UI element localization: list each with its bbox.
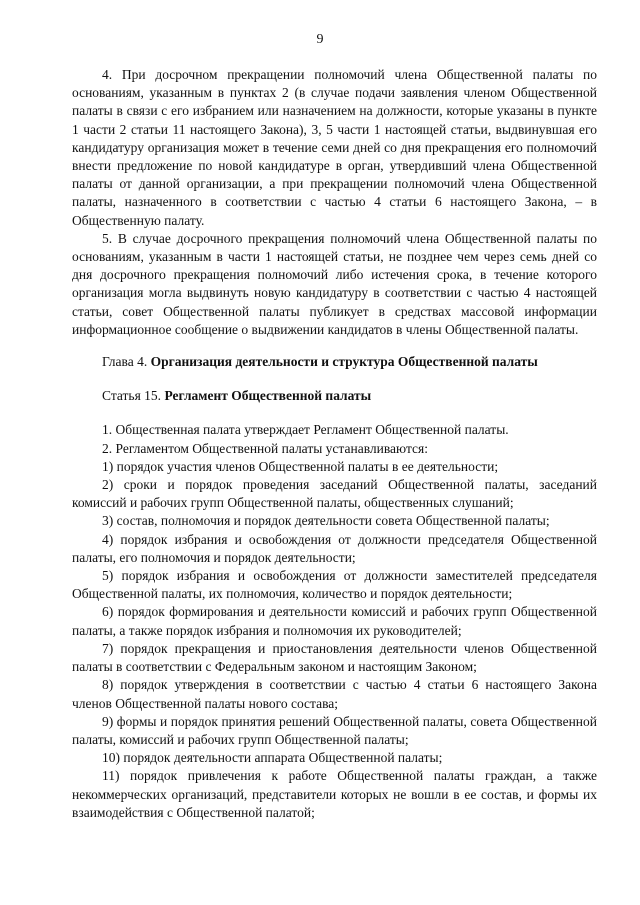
article-heading [72,387,597,405]
list-item-10: 10) порядок деятельности аппарата Общественной палаты; [102,750,443,766]
page-number: 9 [316,32,324,47]
spacer [72,405,597,421]
spacer [72,339,597,353]
article-prefix: Статья 15. [102,388,162,404]
article-title: Регламент Общественной палаты [164,388,372,404]
list-item-3: 3) состав, полномочия и порядок деятельности совета Общественной палаты; [102,513,550,529]
paragraph-4: 4. При досрочном прекращении полномочий члена Общественной палаты по основаниям, указанным в пунктах 2 (в случае подачи заявления членом Общественной палаты в связи с его избранием или назначением на должности, которые указаны в пункте 1 части 2 статьи 11 настоящего Закона), 3, 5 части 1 настоящей статьи, выдвинувшая его кандидатуру организация может в течение семи дней со дня прекращения его полномочий внести предложение по новой кандидатуре в орган, утвердивший члена Общественной палаты от данной организации, а при прекращении полномочий члена Общественной палаты, назначенного в соответствии с частью 4 статьи 6 настоящего Закона, – в Общественную палату. [72,67,597,228]
list-item-7: 7) порядок прекращения и приостановления деятельности членов Общественной палаты в соответствии с Федеральным законом и настоящим Законом; [72,640,597,675]
list-item-1: 1) порядок участия членов Общественной палаты в ее деятельности; [102,458,499,474]
list-item-5: 5) порядок избрания и освобождения от должности заместителей председателя Общественной палаты, их полномочия, количество и порядок деятельности; [72,568,597,602]
paragraph-5: 5. В случае досрочного прекращения полномочий члена Общественной палаты по основаниям, указанным в части 1 настоящей статьи, не позднее чем через семь дней со дня досрочного прекращения полномочий либо истечения срока, в течение которого организация могла выдвинуть новую кандидатуру в соответствии с частью 4 настоящей статьи, совет Общественной палаты публикует в средствах массовой информации информационное сообщение о выдвижении кандидатов в члены Общественной палаты. [72,230,597,337]
chapter-prefix: Глава 4. [102,354,148,370]
chapter-heading [72,353,597,371]
list-item-4: 4) порядок избрания и освобождения от должности председателя Общественной палаты, его полномочия и порядок деятельности; [72,531,597,565]
list-item-9: 9) формы и порядок принятия решений Общественной палаты, совета Общественной палаты, комиссий и рабочих групп Общественной палаты; [72,713,597,747]
list-item-8: 8) порядок утверждения в соответствии с частью 4 статьи 6 настоящего Закона членов Общественной палаты нового состава; [72,677,597,711]
spacer [72,371,597,387]
article-paragraph-1: 1. Общественная палата утверждает Регламент Общественной палаты. [102,422,509,438]
list-item-2: 2) сроки и порядок проведения заседаний Общественной палаты, заседаний комиссий и рабочих групп Общественной палаты, общественных слушаний; [72,477,597,511]
chapter-title: Организация деятельности и структура Общественной палаты [150,354,538,370]
document-body [72,66,597,822]
article-paragraph-2: 2. Регламентом Общественной палаты устанавливаются: [102,440,428,456]
list-item-11: 11) порядок привлечения к работе Общественной палаты граждан, а также некоммерческих организаций, представители которых не вошли в ее состав, и формы их взаимодействия с Общественной палатой; [72,768,597,820]
list-item-6: 6) порядок формирования и деятельности комиссий и рабочих групп Общественной палаты, а также порядок избрания и полномочия их руководителей; [72,604,597,638]
